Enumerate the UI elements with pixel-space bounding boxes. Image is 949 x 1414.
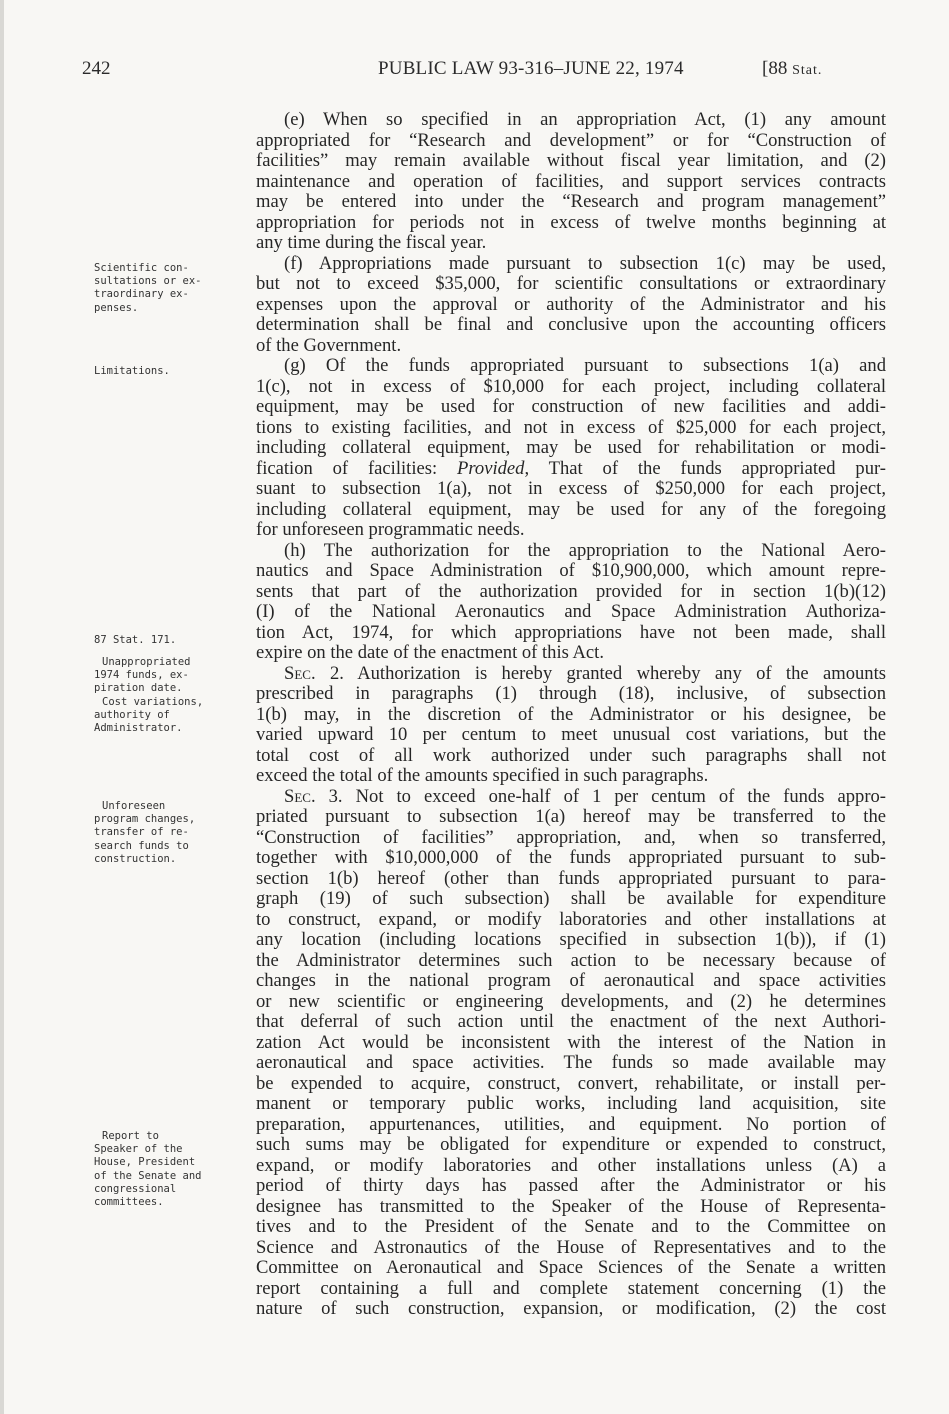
margin-note-unappropriated-funds: Unappropriated 1974 funds, ex- piration date.	[94, 656, 191, 695]
body-text	[256, 110, 886, 1320]
margin-note-cost-variations: Cost variations, authority of Administrator.	[94, 696, 204, 735]
statute-volume: [88	[762, 58, 788, 79]
statute-reference	[762, 58, 822, 80]
page-edge	[0, 0, 4, 1414]
page-number: 242	[82, 58, 111, 79]
section-2: Sec. 2. Authorization is hereby granted whereby any of the amounts prescribed in paragraphs (1) through (18), inclusive, of subsection 1(b) may, in the discretion of the Administrator or his designee, be varied upward 10 per centum to meet unusual cost variations, but the total cost of all work authorized under such paragraphs shall not exceed the total of the amounts specified in such paragraphs.	[256, 662, 886, 786]
section-3: Sec. 3. Not to exceed one-half of 1 per centum of the funds appro- priated pursuant to subsection 1(a) hereof may be transferred to the “Construction of facilities” appropriation, and, when so transferred, together with $10,000,000 of the funds appropriated pursuant to sub- section 1(b) hereof (other than funds appropriated pursuant to para- graph (19) of such subsection) shall be available for expenditure to construct, expand, or modify laboratories and other installations at any location (including locations specified in subsection 1(b)), if (1) the Administrator determines such action to be necessary because of changes in the national program of aeronautical and space activities or new scientific or engineering developments, and (2) he determines that deferral of such action until the enactment of the next Authori- zation Act would be inconsistent with the interest of the Nation in aeronautical and space activities. The funds so made available may be expended to acquire, construct, convert, rehabilitate, or install per- manent or temporary public works, including land acquisition, site preparation, appurtenances, utilities, and equipment. No portion of such sums may be obligated for expenditure or expended to construct, expand, or modify laboratories and other installations unless (A) a period of thirty days has passed after the Administrator or his designee has transmitted to the Speaker of the House of Representa- tives and to the President of the Senate and to the Committee on Science and Astronautics of the House of Representatives and to the Committee on Aeronautical and Space Sciences of the Senate a written report containing a full and complete statement concerning (1) the nature of such construction, expansion, or modification, (2) the cost	[256, 785, 886, 1319]
paragraph-g: (g) Of the funds appropriated pursuant to subsections 1(a) and 1(c), not in excess of $10,000 for each project, including collateral equipment, may be used for construction of new facilities and addi- tions to existing facilities, and not in excess of $25,000 for each project, including collateral equipment, may be used for rehabilitation or modi- fication of facilities: Provided, That of the funds appropriated pur- suant to subsection 1(a), not in excess of $250,000 for each project, including collateral equipment, may be used for any of the foregoing for unforeseen programmatic needs.	[256, 355, 886, 540]
provided-italic: Provided	[457, 457, 525, 479]
section-3-label: Sec. 3.	[284, 785, 343, 807]
provided-line: fication of facilities: Provided, That of the funds appropriated pur-	[256, 457, 886, 479]
paragraph-e: (e) When so specified in an appropriation Act, (1) any amount appropriated for “Research and development” or for “Construction of facilities” may remain available without fiscal year limitation, and (2) maintenance and operation of facilities, and support services contracts may be entered into under the “Research and program management” appropriation for periods not in excess of twelve months beginning at any time during the fiscal year.	[256, 109, 886, 253]
paragraph-h: (h) The authorization for the appropriation to the National Aero- nautics and Space Administration of $10,900,000, which amount repre- sents that part of the authorization provided for in section 1(b)(12) (I) of the National Aeronautics and Space Administration Authoriza- tion Act, 1974, for which appropriations have not been made, shall expire on the date of the enactment of this Act.	[256, 539, 886, 663]
margin-note-unforeseen-program-changes: Unforeseen program changes, transfer of re- search funds to construction.	[94, 800, 196, 865]
section-2-label: Sec. 2.	[284, 662, 344, 684]
running-title: PUBLIC LAW 93-316–JUNE 22, 1974	[378, 58, 684, 79]
margin-note-limitations: Limitations.	[94, 365, 170, 377]
margin-note-scientific-consultations: Scientific con- sultations or ex- traordinary ex- penses.	[94, 262, 202, 314]
margin-note-report-to-congress: Report to Speaker of the House, President of the Senate and congressional committees.	[94, 1130, 202, 1209]
paragraph-f: (f) Appropriations made pursuant to subsection 1(c) may be used, but not to exceed $35,000, for scientific consultations or extraordinary expenses upon the approval or authority of the Administrator and his determination shall be final and conclusive upon the accounting officers of the Government.	[256, 252, 886, 356]
statute-label: Stat.	[792, 63, 823, 78]
margin-note-statute-citation: 87 Stat. 171.	[94, 634, 177, 646]
